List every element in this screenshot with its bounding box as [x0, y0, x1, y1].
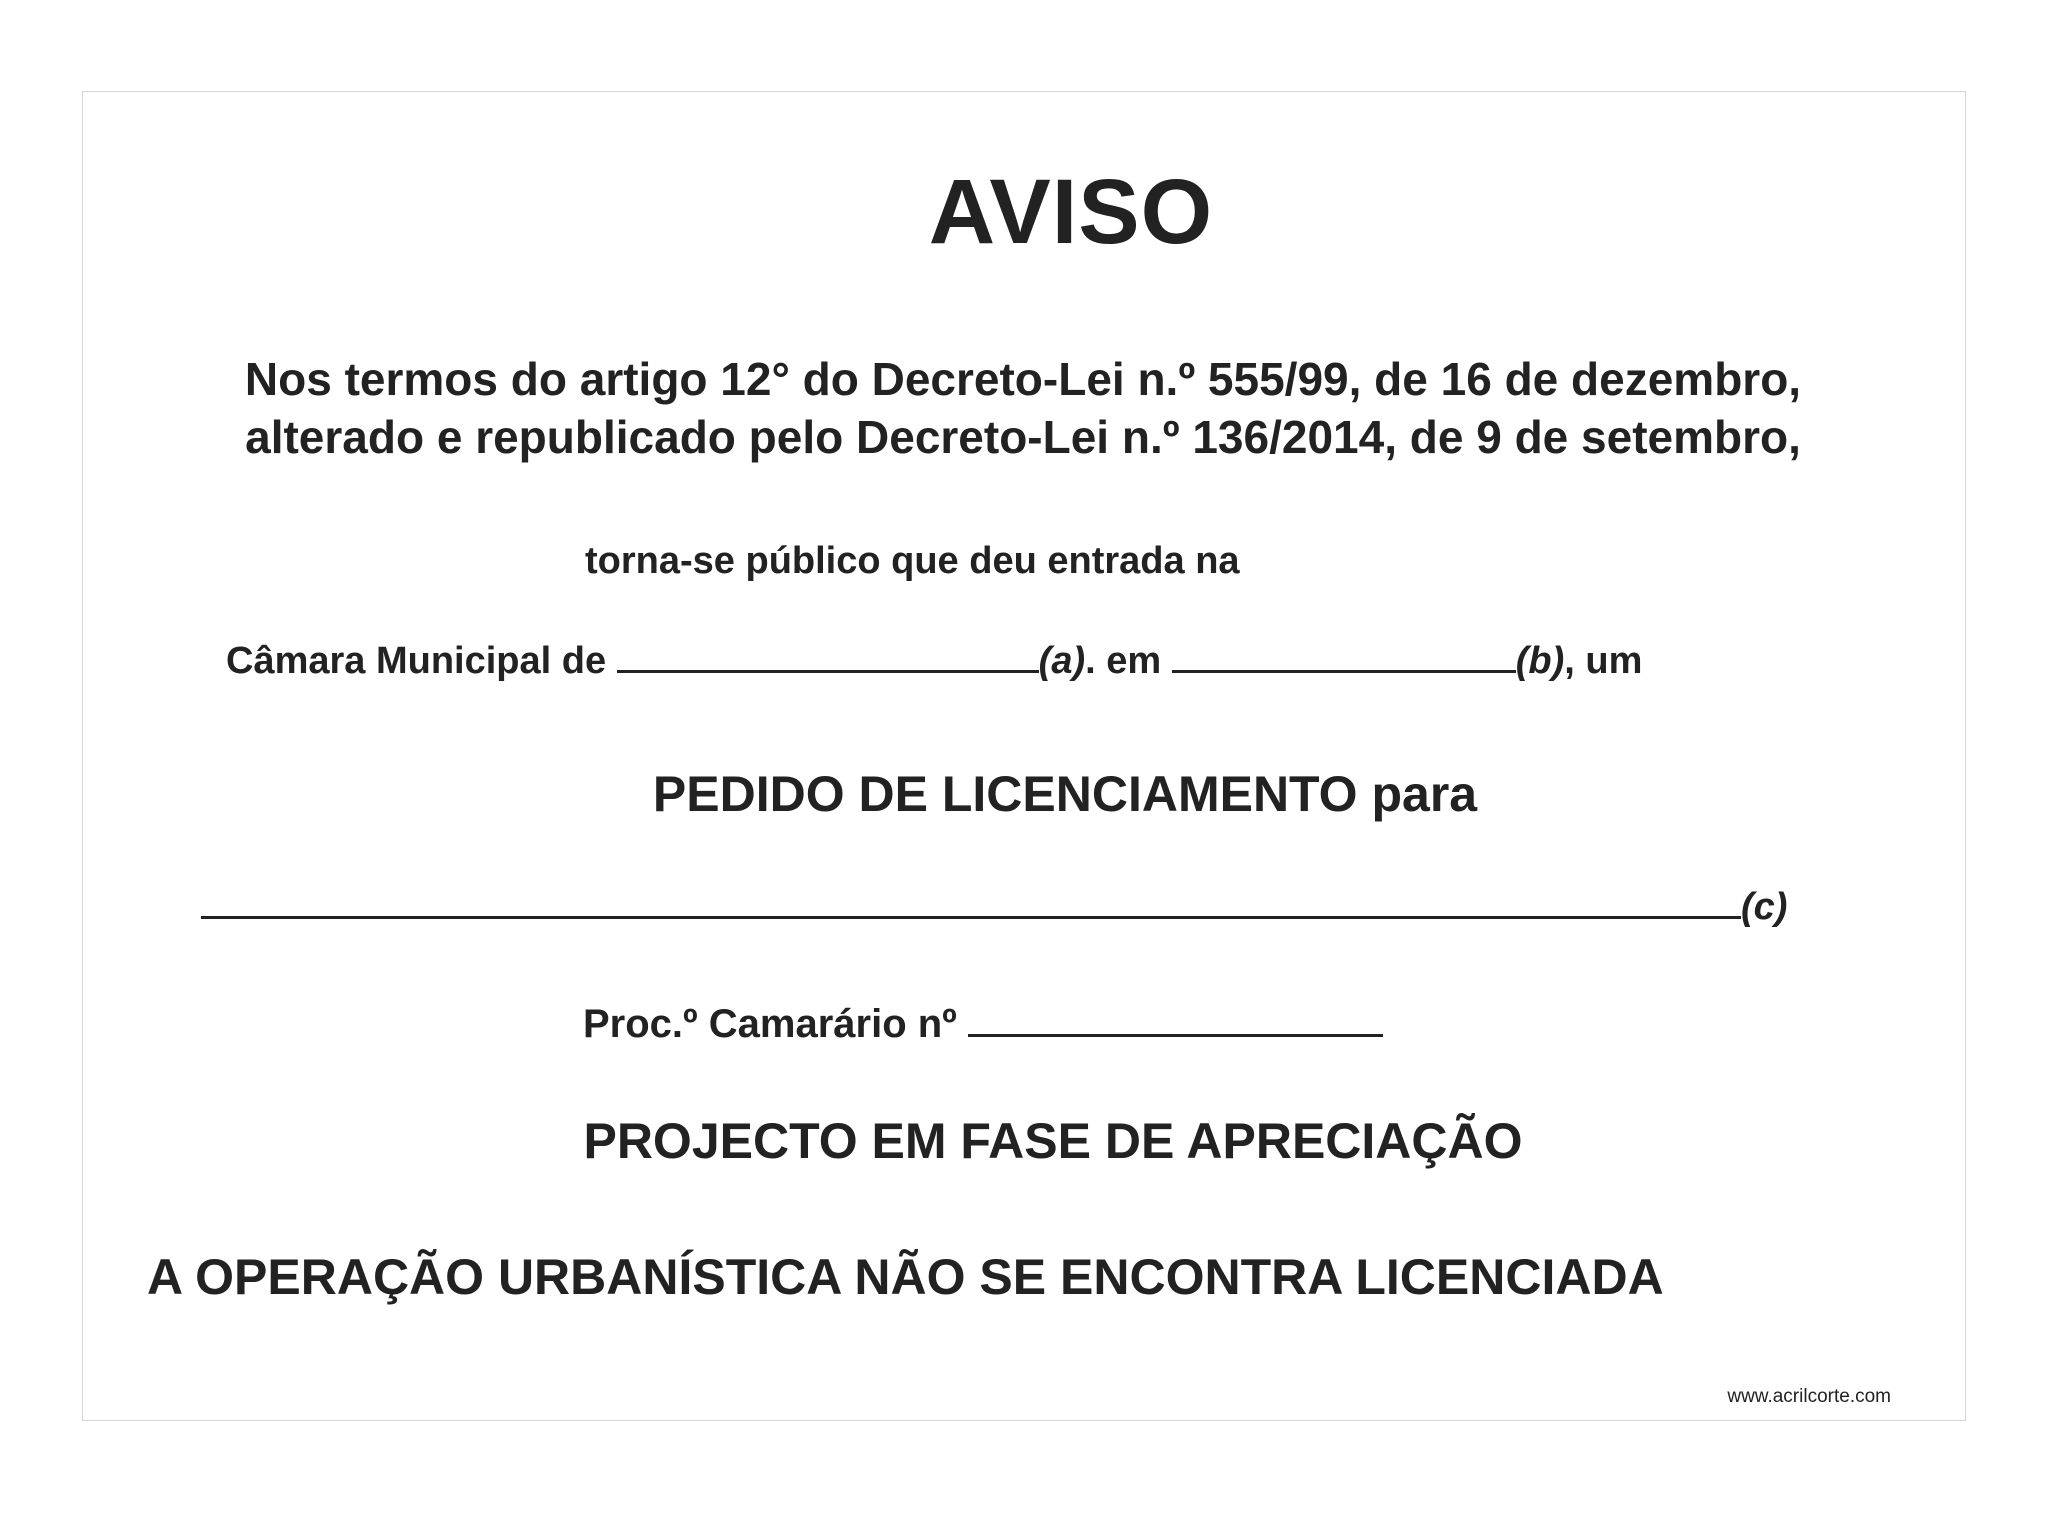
ref-a: (a) [1038, 640, 1086, 682]
date-blank[interactable] [1172, 670, 1516, 673]
purpose-line [201, 882, 1787, 932]
public-statement: torna-se público que deu entrada na [585, 540, 1240, 582]
notice-title: AVISO [928, 161, 1214, 263]
municipality-blank[interactable] [617, 670, 1039, 673]
ref-c: (c) [1741, 886, 1788, 928]
decree-line-1: Nos termos do artigo 12° do Decreto-Lei n.º 555/99, de 16 de dezembro, [244, 353, 1802, 405]
notice-sheet [82, 91, 1966, 1421]
camara-line [226, 636, 1642, 686]
website-link[interactable]: www.acrilcorte.com [1727, 1386, 1891, 1407]
fase-heading: PROJECTO EM FASE DE APRECIAÇÃO [583, 1113, 1523, 1169]
camara-middle: . em [1085, 640, 1172, 682]
decree-line-2: alterado e republicado pelo Decreto-Lei n.º 136/2014, de 9 de setembro, [245, 411, 1801, 463]
operacao-heading: A OPERAÇÃO URBANÍSTICA NÃO SE ENCONTRA LICENCIADA [147, 1249, 1664, 1305]
decree-paragraph [83, 350, 1963, 466]
ref-b: (b) [1515, 640, 1565, 682]
camara-suffix: , um [1564, 640, 1643, 682]
proc-line [583, 999, 1383, 1049]
pedido-heading: PEDIDO DE LICENCIAMENTO para [652, 766, 1478, 822]
proc-label: Proc.º Camarário nº [583, 1002, 968, 1046]
camara-prefix: Câmara Municipal de [226, 640, 617, 682]
purpose-blank[interactable] [201, 916, 1741, 919]
proc-number-blank[interactable] [968, 1034, 1383, 1037]
